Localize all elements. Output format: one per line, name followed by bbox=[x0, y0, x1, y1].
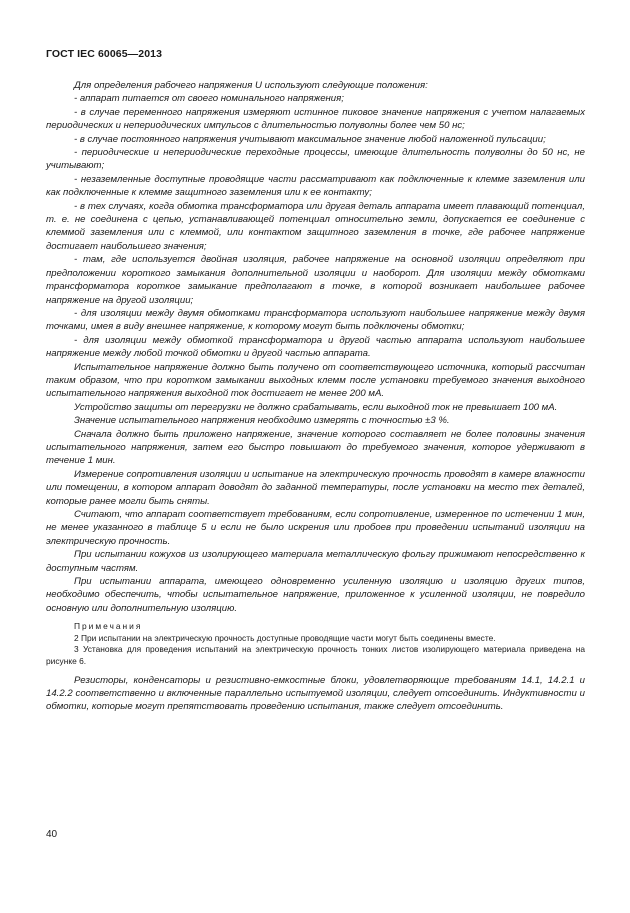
document-header: ГОСТ IEC 60065—2013 bbox=[46, 48, 163, 60]
paragraph: - в случае постоянного напряжения учитывают максимальное значение любой наложенной пульсации; bbox=[74, 133, 546, 145]
notes-title: Примечания bbox=[74, 621, 143, 632]
document-body bbox=[46, 79, 585, 714]
paragraph: - незаземленные доступные проводящие части рассматривают как подключенные к клемме заземления или как подключенные к клемме защитного заземления или к ее контакту; bbox=[46, 173, 585, 199]
paragraph: - в тех случаях, когда обмотка трансформатора или другая деталь аппарата имеет плавающий потенциал, т. е. не соединена с цепью, устанавливающей потенциал относительно земли, допускается ее соединение с клеммой заземления или с клеммой, или контактом защитного заземления в точке, где рабочее напряжение достигает наибольшего значения; bbox=[46, 200, 585, 252]
paragraph: При испытании аппарата, имеющего одновременно усиленную изоляцию и изоляцию других типов, необходимо обеспечить, чтобы испытательное напряжение, приложенное к усиленной изоляции, не повредило основную или дополнительную изоляцию. bbox=[46, 576, 585, 614]
paragraph: - в случае переменного напряжения измеряют истинное пиковое значение напряжения с учетом налагаемых периодических и непериодических импульсов с длительностью полуволны более чем 50 нс; bbox=[46, 106, 585, 132]
paragraph: - для изоляции между обмоткой трансформатора и другой частью аппарата используют наибольшее напряжение между любой точкой обмотки и другой частью аппарата. bbox=[46, 334, 585, 360]
paragraph: Сначала должно быть приложено напряжение, значение которого составляет не более половины значения испытательного напряжения, затем его быстро повышают до требуемого значения, которое удерживают в течение 1 мин. bbox=[46, 428, 585, 467]
paragraph: Испытательное напряжение должно быть получено от соответствующего источника, который рассчитан таким образом, что при коротком замыкании выходных клемм после установки требуемого значения выходного испытательного напряжения выходной ток достигает не менее 200 мА. bbox=[46, 361, 585, 400]
paragraph: Для определения рабочего напряжения U используют следующие положения: bbox=[74, 80, 428, 91]
paragraph: - для изоляции между двумя обмотками трансформатора используют наибольшее напряжение между двумя точками, имея в виду внешнее напряжение, к которому могут быть подключены обмотки; bbox=[46, 307, 585, 333]
note-item: 3 Установка для проведения испытаний на электрическую прочность тонких листов изолирующего материала приведена на рисунке 6. bbox=[46, 644, 585, 667]
note-item: 2 При испытании на электрическую прочность доступные проводящие части могут быть соединены вместе. bbox=[74, 632, 496, 643]
paragraph: При испытании кожухов из изолирующего материала металлическую фольгу прижимают непосредственно к доступным частям. bbox=[46, 549, 585, 574]
paragraph: - аппарат питается от своего номинального напряжения; bbox=[74, 93, 344, 105]
paragraph-final: Резисторы, конденсаторы и резистивно-емкостные блоки, удовлетворяющие требованиям 14.1, 14.2.1 и 14.2.2 соответственно и включенные параллельно испытуемой изоляции, следует отсоединить. Индуктивности и обмотки, которые могут препятствовать проведению испытания, также следует отсоединить. bbox=[46, 674, 585, 713]
paragraph: - периодические и непериодические переходные процессы, имеющие длительность полуволны до 50 нс, не учитывают; bbox=[46, 147, 585, 172]
paragraph: - там, где используется двойная изоляция, рабочее напряжение на основной изоляции определяют при предположении короткого замыкания дополнительной изоляции и наоборот. Для изоляции между обмотками трансформатора короткое замыкание предполагают в точке, в которой возникает наибольшее рабочее напряжение на другой изоляции; bbox=[46, 254, 585, 306]
notes-block bbox=[46, 621, 585, 667]
page-number: 40 bbox=[46, 829, 58, 840]
paragraph: Считают, что аппарат соответствует требованиям, если сопротивление, измеренное по истечении 1 мин, не менее указанного в таблице 5 и если не было искрения или пробоев при проведении испытаний изоляции на электрическую прочность. bbox=[46, 509, 585, 547]
paragraph: Измерение сопротивления изоляции и испытание на электрическую прочность проводят в камере влажности или помещении, в котором аппарат доводят до заданной температуры, после установки на место тех деталей, которые ранее могли быть сняты. bbox=[46, 468, 585, 507]
paragraph: Устройство защиты от перегрузки не должно срабатывать, если выходной ток не превышает 100 мА. bbox=[74, 401, 558, 413]
paragraph: Значение испытательного напряжения необходимо измерять с точностью ±3 %. bbox=[74, 415, 450, 427]
